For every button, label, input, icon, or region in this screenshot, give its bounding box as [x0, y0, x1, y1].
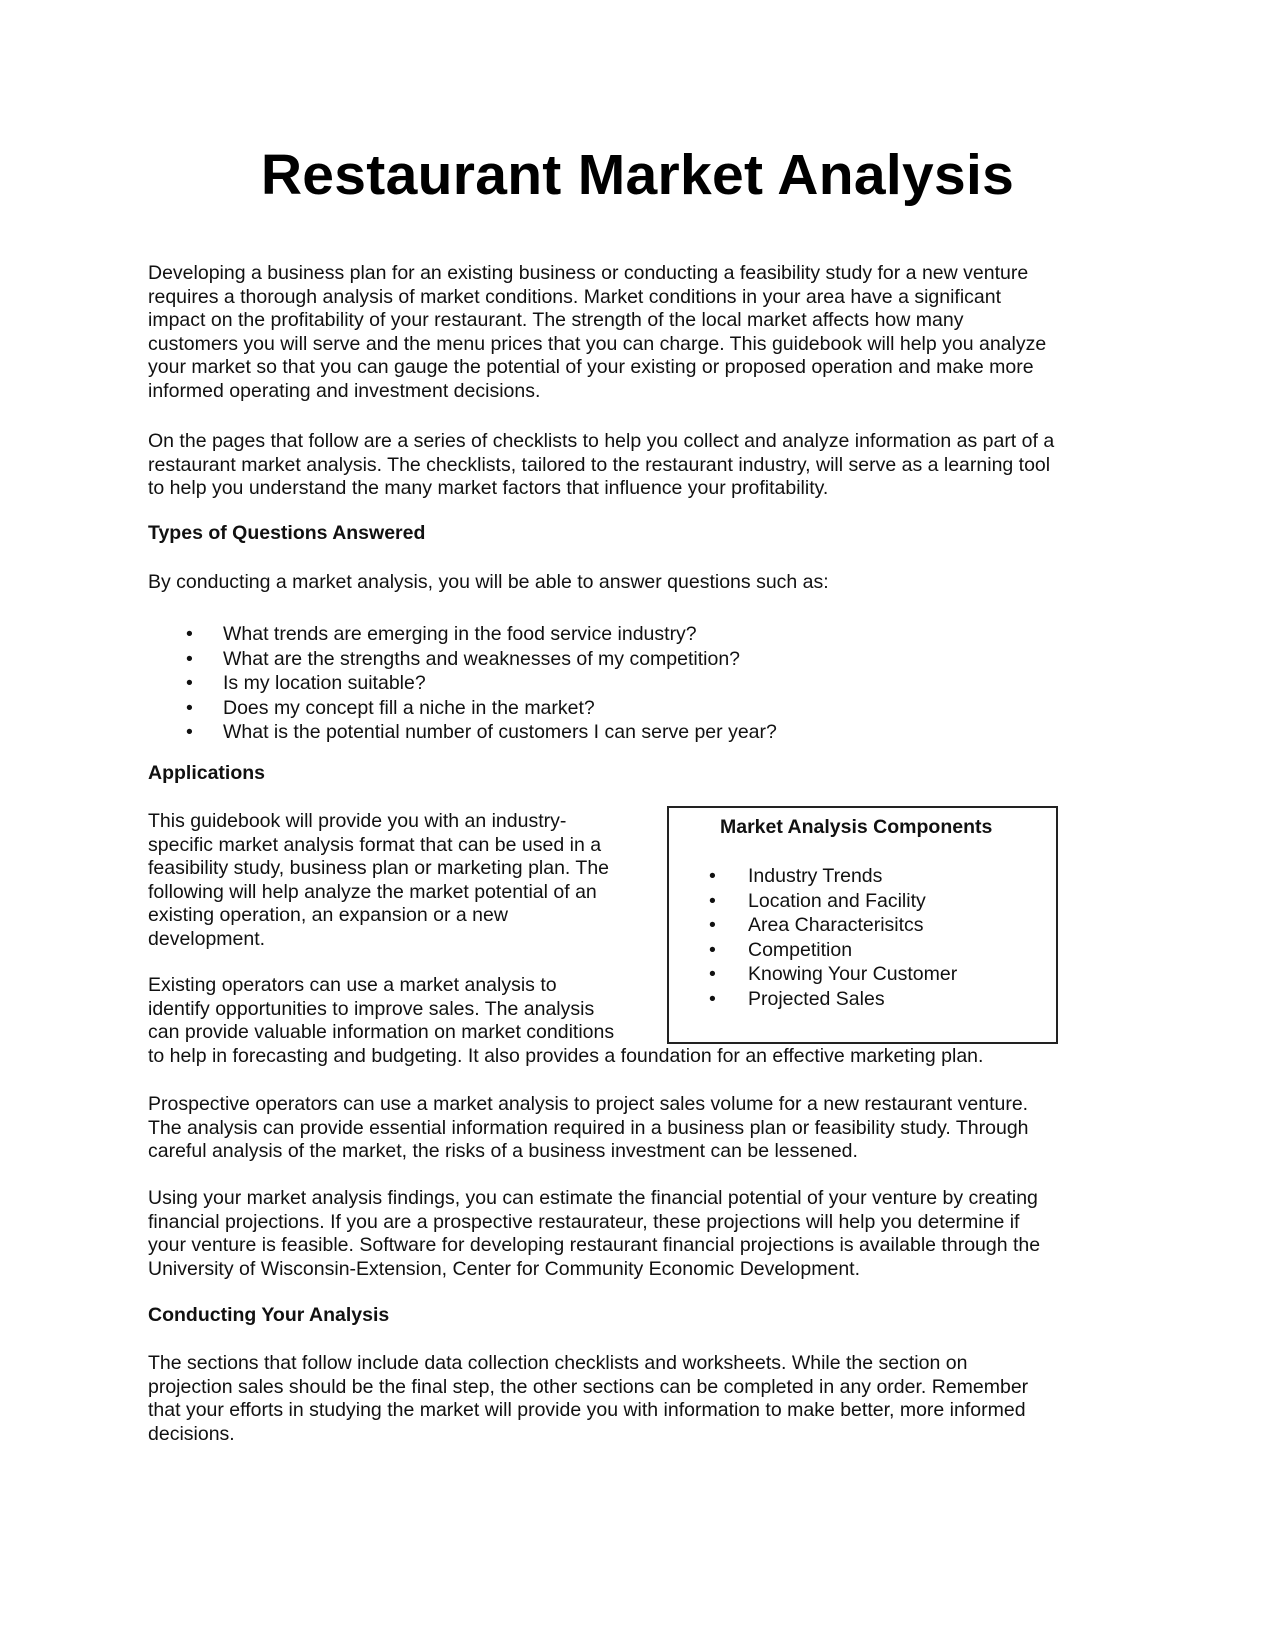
list-item	[148, 720, 777, 745]
list-item-text: What is the potential number of customers I can serve per year?	[223, 721, 777, 743]
applications-paragraph-2: Existing operators can use a market analysis to identify opportunities to improve sales. The analysis can provide valuable information on market conditions	[148, 974, 615, 1043]
list-item-text: Competition	[748, 938, 853, 961]
list-item	[148, 696, 777, 721]
list-item-text: Location and Facility	[748, 889, 926, 912]
applications-paragraph-1: This guidebook will provide you with an industry- specific market analysis format that can be used in a feasibility study, business plan or marketing plan. The following will help analyze the market potential of an existing operation, an expansion or a new development.	[148, 810, 610, 950]
questions-list	[148, 622, 777, 745]
applications-paragraph-4: Using your market analysis findings, you can estimate the financial potential of your venture by creating financial projections. If you are a prospective restaurateur, these projections will help you determine if your venture is feasible. Software for developing restaurant financial projections is available through the University of Wisconsin-Extension, Center for Community Economic Development.	[148, 1187, 1041, 1280]
list-item-text: What trends are emerging in the food service industry?	[223, 623, 697, 645]
list-item	[709, 864, 957, 889]
list-item-text: Is my location suitable?	[223, 672, 426, 694]
list-item	[148, 622, 777, 647]
list-item	[709, 987, 957, 1012]
market-analysis-components-box	[667, 806, 1058, 1044]
bullet-icon: •	[709, 865, 716, 887]
bullet-icon: •	[186, 647, 193, 670]
box-title: Market Analysis Components	[720, 816, 993, 838]
applications-paragraph-3: Prospective operators can use a market analysis to project sales volume for a new restaurant venture. The analysis can provide essential information required in a business plan or feasibility study. Through careful analysis of the market, the risks of a business investment can be lessened.	[148, 1093, 1029, 1162]
bullet-icon: •	[186, 721, 193, 743]
list-item-text: Area Characterisitcs	[748, 914, 924, 936]
bullet-icon: •	[186, 672, 193, 694]
list-item	[148, 647, 777, 672]
bullet-icon: •	[709, 914, 716, 936]
conducting-heading: Conducting Your Analysis	[148, 1304, 390, 1326]
questions-lead: By conducting a market analysis, you will be able to answer questions such as:	[148, 571, 829, 593]
list-item-text: Knowing Your Customer	[748, 963, 958, 985]
applications-heading: Applications	[148, 762, 266, 784]
list-item-text: Industry Trends	[748, 865, 883, 887]
list-item-text: Projected Sales	[748, 987, 885, 1010]
list-item	[709, 913, 957, 938]
conducting-paragraph: The sections that follow include data collection checklists and worksheets. While the section on projection sales should be the final step, the other sections can be completed in any order. Remember that your efforts in studying the market will provide you with information to make better, more informed decisions.	[148, 1352, 1029, 1445]
list-item-text: What are the strengths and weaknesses of my competition?	[223, 647, 741, 670]
intro-paragraph-2: On the pages that follow are a series of checklists to help you collect and analyze information as part of a restaurant market analysis. The checklists, tailored to the restaurant industry, will serve as a learning tool to help you understand the many market factors that influence your profitability.	[148, 430, 1055, 499]
list-item	[709, 938, 957, 963]
bullet-icon: •	[709, 963, 716, 985]
page-title: Restaurant Market Analysis	[260, 143, 1015, 207]
list-item	[709, 889, 957, 914]
bullet-icon: •	[186, 623, 193, 645]
applications-paragraph-2-continued: to help in forecasting and budgeting. It also provides a foundation for an effective marketing plan.	[148, 1045, 984, 1067]
bullet-icon: •	[709, 938, 716, 961]
list-item	[709, 962, 957, 987]
list-item	[148, 671, 777, 696]
bullet-icon: •	[709, 987, 716, 1010]
intro-paragraph-1: Developing a business plan for an existing business or conducting a feasibility study for a new venture requires a thorough analysis of market conditions. Market conditions in your area have a significant impact on the profitability of your restaurant. The strength of the local market affects how many customers you will serve and the menu prices that you can charge. This guidebook will help you analyze your market so that you can gauge the potential of your existing or proposed operation and make more informed operating and investment decisions.	[148, 262, 1047, 402]
components-list	[709, 864, 957, 1011]
bullet-icon: •	[186, 696, 193, 719]
list-item-text: Does my concept fill a niche in the market?	[223, 696, 595, 719]
questions-heading: Types of Questions Answered	[148, 522, 426, 544]
bullet-icon: •	[709, 889, 716, 912]
